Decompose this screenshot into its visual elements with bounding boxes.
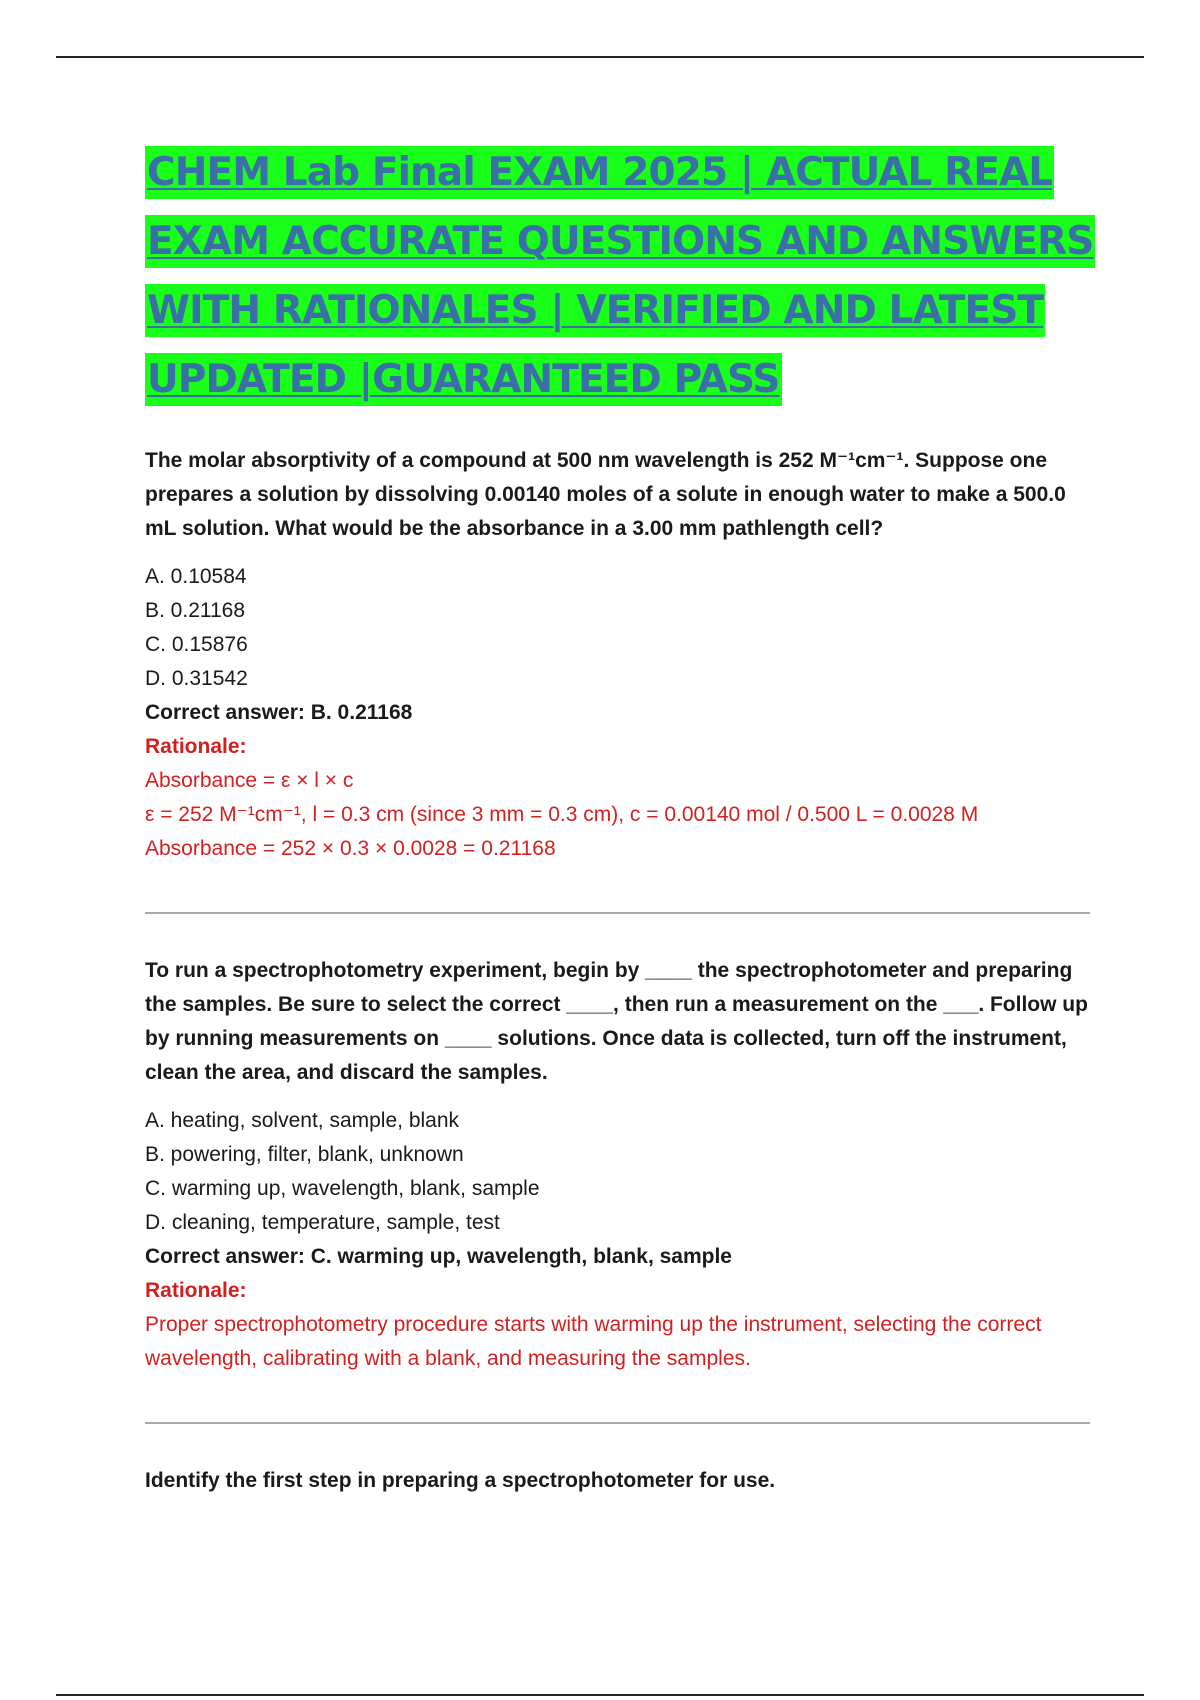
question-text: To run a spectrophotometry experiment, begin by ____ the spectrophotometer and preparing the samples. Be sure to select the correct ____, then run a measurement on the ___. Follow up by running measurements on ____ solutions. Once data is collected, turn off the instrument, clean the area, and discard the samples. xyxy=(145,959,1088,1084)
correct-answer: Correct answer: C. warming up, wavelength, blank, sample xyxy=(145,1245,732,1268)
question-text: Identify the first step in preparing a spectrophotometer for use. xyxy=(145,1469,776,1492)
question-text: The molar absorptivity of a compound at 500 nm wavelength is 252 M⁻¹cm⁻¹. Suppose one prepares a solution by dissolving 0.00140 moles of a solute in enough water to make a 500.0 mL solution. What would be the absorbance in a 3.00 mm pathlength cell? xyxy=(145,449,1066,540)
title-line-1: CHEM Lab Final EXAM 2025 | ACTUAL REAL xyxy=(145,146,1054,199)
rationale-label: Rationale: xyxy=(145,735,247,758)
option-d: D. cleaning, temperature, sample, test xyxy=(145,1211,500,1234)
option-d: D. 0.31542 xyxy=(145,667,248,690)
option-list xyxy=(145,1104,1095,1240)
question-block-1 xyxy=(145,444,1095,866)
page-bottom-rule xyxy=(56,1694,1144,1696)
question-block-2 xyxy=(145,954,1095,1376)
title-line-3: WITH RATIONALES | VERIFIED AND LATEST xyxy=(145,284,1045,337)
title-line-4: UPDATED |GUARANTEED PASS xyxy=(145,353,782,406)
option-b: B. 0.21168 xyxy=(145,599,246,622)
option-c: C. 0.15876 xyxy=(145,633,248,656)
page-top-rule xyxy=(56,56,1144,58)
title-line-2: EXAM ACCURATE QUESTIONS AND ANSWERS xyxy=(145,215,1095,268)
section-divider xyxy=(145,1422,1090,1424)
rationale-line: Absorbance = 252 × 0.3 × 0.0028 = 0.21168 xyxy=(145,837,556,860)
rationale-line: Absorbance = ε × l × c xyxy=(145,769,354,792)
section-divider xyxy=(145,912,1090,914)
question-block-3 xyxy=(145,1464,1095,1498)
option-a: A. 0.10584 xyxy=(145,565,247,588)
document-body xyxy=(145,146,1095,1512)
rationale-line: ε = 252 M⁻¹cm⁻¹, l = 0.3 cm (since 3 mm = 0.3 cm), c = 0.00140 mol / 0.500 L = 0.0028 M xyxy=(145,803,979,826)
option-a: A. heating, solvent, sample, blank xyxy=(145,1109,460,1132)
correct-answer: Correct answer: B. 0.21168 xyxy=(145,701,413,724)
rationale-line: Proper spectrophotometry procedure starts with warming up the instrument, selecting the correct wavelength, calibrating with a blank, and measuring the samples. xyxy=(145,1313,1042,1370)
option-b: B. powering, filter, blank, unknown xyxy=(145,1143,464,1166)
option-list xyxy=(145,560,1095,696)
option-c: C. warming up, wavelength, blank, sample xyxy=(145,1177,540,1200)
rationale-label: Rationale: xyxy=(145,1279,247,1302)
document-title xyxy=(145,146,1095,422)
